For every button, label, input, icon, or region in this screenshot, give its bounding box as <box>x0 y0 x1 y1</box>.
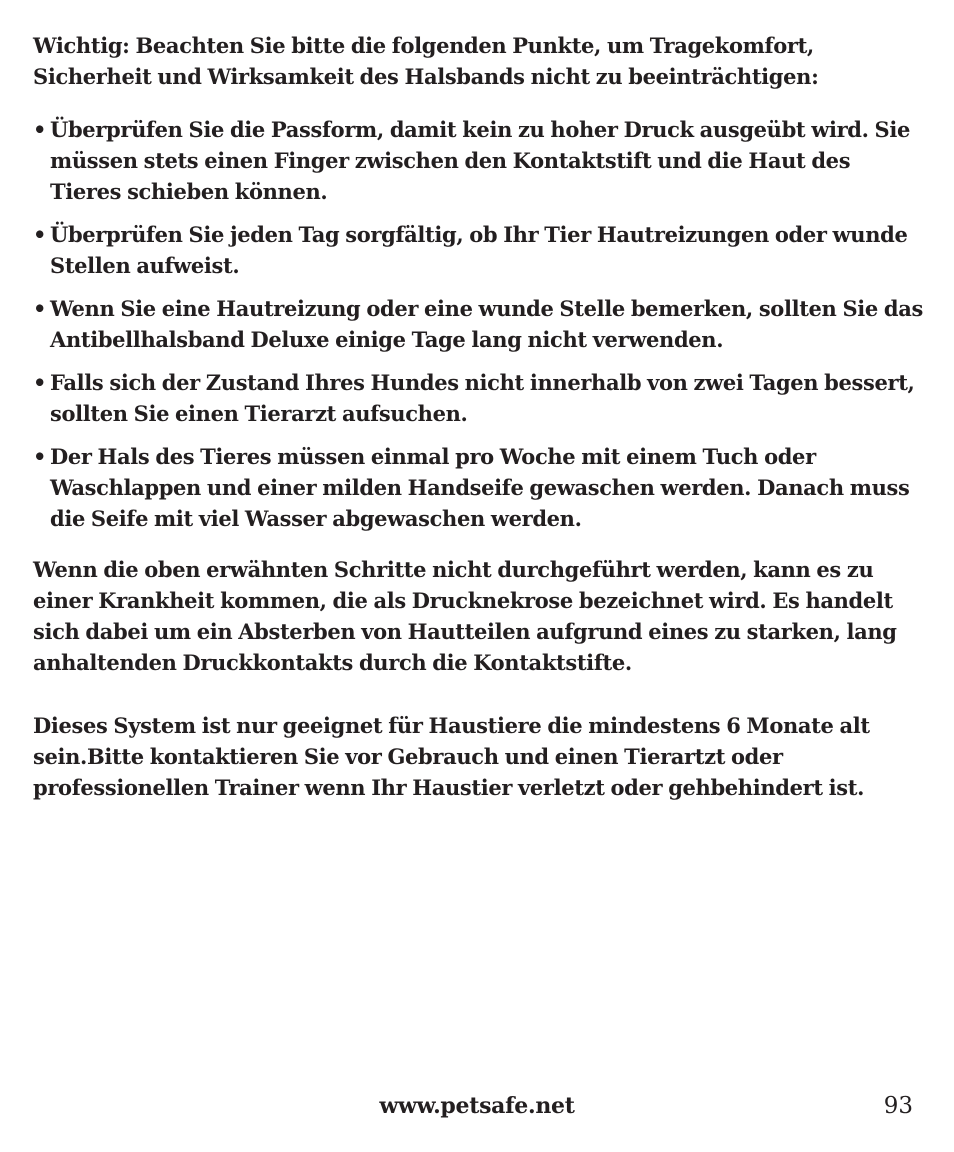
list-item: • Falls sich der Zustand Ihres Hundes nicht innerhalb von zwei Tagen bessert, sollten Sie einen Tierarzt aufsuchen. <box>33 367 923 429</box>
list-item: • Überprüfen Sie jeden Tag sorgfältig, ob Ihr Tier Hautreizungen oder wunde Stellen aufweist. <box>33 219 923 281</box>
list-item: • Überprüfen Sie die Passform, damit kein zu hoher Druck ausgeübt wird. Sie müssen stets einen Finger zwischen den Kontaktstift und die Haut des Tieres schieben können. <box>33 114 923 207</box>
pressure-necrosis-paragraph: Wenn die oben erwähnten Schritte nicht durchgeführt werden, kann es zu einer Krankheit kommen, die als Drucknekrose bezeichnet wird. Es handelt sich dabei um ein Absterben von Hautteilen aufgrund eines zu starken, lang anhaltenden Druckkontakts durch die Kontaktstifte. <box>33 557 897 675</box>
intro-warning: Wichtig: Beachten Sie bitte die folgenden Punkte, um Tragekomfort, Sicherheit und Wirksamkeit des Halsbands nicht zu beeinträchtigen: <box>33 33 819 89</box>
care-instructions-list <box>33 114 923 534</box>
suitability-paragraph: Dieses System ist nur geeignet für Haustiere die mindestens 6 Monate alt sein.Bitte kontaktieren Sie vor Gebrauch und einen Tierartzt oder professionellen Trainer wenn Ihr Haustier verletzt oder gehbehindert ist. <box>33 713 870 800</box>
footer-website: www.petsafe.net <box>379 1093 575 1119</box>
list-item: • Der Hals des Tieres müssen einmal pro Woche mit einem Tuch oder Waschlappen und einer milden Handseife gewaschen werden. Danach muss die Seife mit viel Wasser abgewaschen werden. <box>33 441 923 534</box>
manual-page-content <box>33 30 923 803</box>
page-number: 93 <box>883 1093 913 1119</box>
list-item: • Wenn Sie eine Hautreizung oder eine wunde Stelle bemerken, sollten Sie das Antibellhalsband Deluxe einige Tage lang nicht verwenden. <box>33 293 923 355</box>
